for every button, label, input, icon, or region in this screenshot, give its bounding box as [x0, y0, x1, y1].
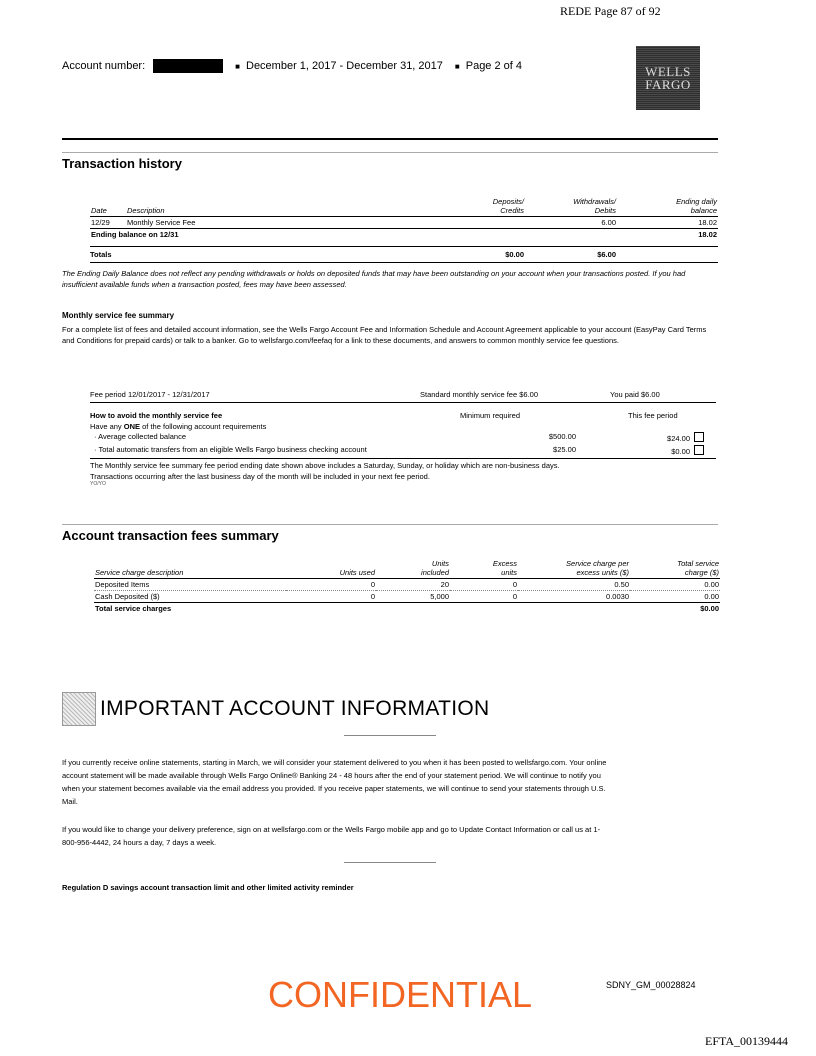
col-withdrawals: Withdrawals/ Debits — [573, 197, 616, 215]
transaction-table — [90, 196, 718, 263]
statement-header — [62, 59, 522, 73]
efta-number: EFTA_00139444 — [705, 1034, 789, 1048]
totals-row: Totals $0.00 $6.00 — [90, 247, 718, 263]
ending-balance-note: The Ending Daily Balance does not reflect any pending withdrawals or holds on deposited funds that may have been outstanding on your account when your transactions posted. If you had insufficient available funds when a transaction posted, fees may have been assessed. — [62, 269, 686, 289]
total-row: Total service charges $0.00 — [95, 604, 719, 613]
divider — [344, 862, 436, 863]
you-paid: You paid $6.00 — [610, 390, 660, 399]
account-fees-table: Service charge description Units used Units included Excess units Service charge per excess units ($) Total service charge ($) Deposited Items 0 20 0 0.50 0.00 Cash Deposited ($) 0 5,000 0 0.0030 0.00 Total service charges $0.00 — [95, 559, 719, 613]
divider — [344, 735, 436, 736]
how-to-avoid: How to avoid the monthly service fee — [90, 411, 223, 420]
divider — [62, 524, 718, 525]
checkbox-icon — [694, 432, 704, 442]
table-row: Cash Deposited ($) 0 5,000 0 0.0030 0.00 — [95, 592, 719, 601]
bates-number: SDNY_GM_00028824 — [606, 980, 696, 990]
fee-footnote: Transactions occurring after the last business day of the month will be included in your next fee period. — [90, 472, 430, 481]
table-row: Deposited Items 0 20 0 0.50 0.00 — [95, 580, 719, 589]
ending-balance-row: Ending balance on 12/31 18.02 — [91, 230, 717, 239]
regulation-d-heading: Regulation D savings account transaction limit and other limited activity reminder — [62, 883, 354, 892]
col-deposits: Deposits/ Credits — [492, 197, 524, 215]
fee-summary-box — [90, 390, 716, 487]
online-statement-paragraph: If you currently receive online statements, starting in March, we will consider your statement delivered to you when it has been posted to wellsfargo.com. Your online account statement will be made available through Wells Fargo Online® Banking 24 - 48 hours after the end of your statement period. We will continue to notify you when your statement becomes available via the email address you provided. If you receive paper statements, we will continue to send your statements through U.S. Mail. — [62, 758, 607, 806]
bullet-icon: ■ — [454, 61, 460, 71]
top-page-stamp: REDE Page 87 of 92 — [560, 4, 661, 18]
page-indicator: Page 2 of 4 — [465, 60, 523, 72]
account-fees-title: Account transaction fees summary — [62, 528, 279, 543]
divider — [62, 152, 718, 153]
divider — [62, 138, 718, 140]
table-row: 12/29 Monthly Service Fee 6.00 18.02 — [91, 218, 717, 227]
fee-code: YO/YO — [90, 481, 106, 487]
info-badge-icon — [62, 692, 96, 726]
min-required-header: Minimum required — [460, 411, 521, 420]
account-number-redaction — [153, 59, 223, 73]
monthly-fee-intro: For a complete list of fees and detailed account information, see the Wells Fargo Account Fee and Information Schedule and Account Agreement applicable to your account (EasyPay Card Terms and Conditions for prepaid cards) or talk to a banker. Go to wellsfargo.com/feefaq for a link to these documents, and answers to common monthly service fee questions. — [62, 325, 707, 345]
fee-period: Fee period 12/01/2017 - 12/31/2017 — [90, 390, 210, 399]
requirement-row: · Total automatic transfers from an eligible Wells Fargo business checking account $25.00 $0.00 — [90, 445, 716, 459]
standard-fee: Standard monthly service fee $6.00 — [420, 390, 538, 399]
wells-fargo-logo: WELLS FARGO — [636, 46, 700, 110]
checkbox-icon — [694, 445, 704, 455]
fee-footnote: The Monthly service fee summary fee period ending date shown above includes a Saturday, Sunday, or holiday which are non-business days. — [90, 461, 560, 470]
transaction-history-title: Transaction history — [62, 156, 182, 171]
monthly-fee-title: Monthly service fee summary — [62, 311, 175, 320]
confidential-stamp: CONFIDENTIAL — [268, 974, 533, 1015]
bullet-icon: ■ — [235, 61, 240, 71]
statement-period: December 1, 2017 - December 31, 2017 — [246, 60, 443, 72]
requirement-row: · Average collected balance $500.00 $24.00 — [90, 432, 716, 443]
requirements-intro: Have any ONE of the following account requirements — [90, 422, 267, 431]
important-info-title: IMPORTANT ACCOUNT INFORMATION — [100, 697, 490, 720]
account-number-label: Account number: — [62, 60, 146, 72]
delivery-preference-paragraph: If you would like to change your delivery preference, sign on at wellsfargo.com or the Wells Fargo mobile app and go to Update Contact Information or call us at 1-800-956-4442, 24 hours a day, 7 days a week. — [62, 825, 601, 847]
col-description: Description — [127, 206, 165, 215]
col-balance: Ending daily balance — [676, 197, 717, 215]
this-period-header: This fee period — [628, 411, 678, 420]
col-date: Date — [91, 206, 107, 215]
